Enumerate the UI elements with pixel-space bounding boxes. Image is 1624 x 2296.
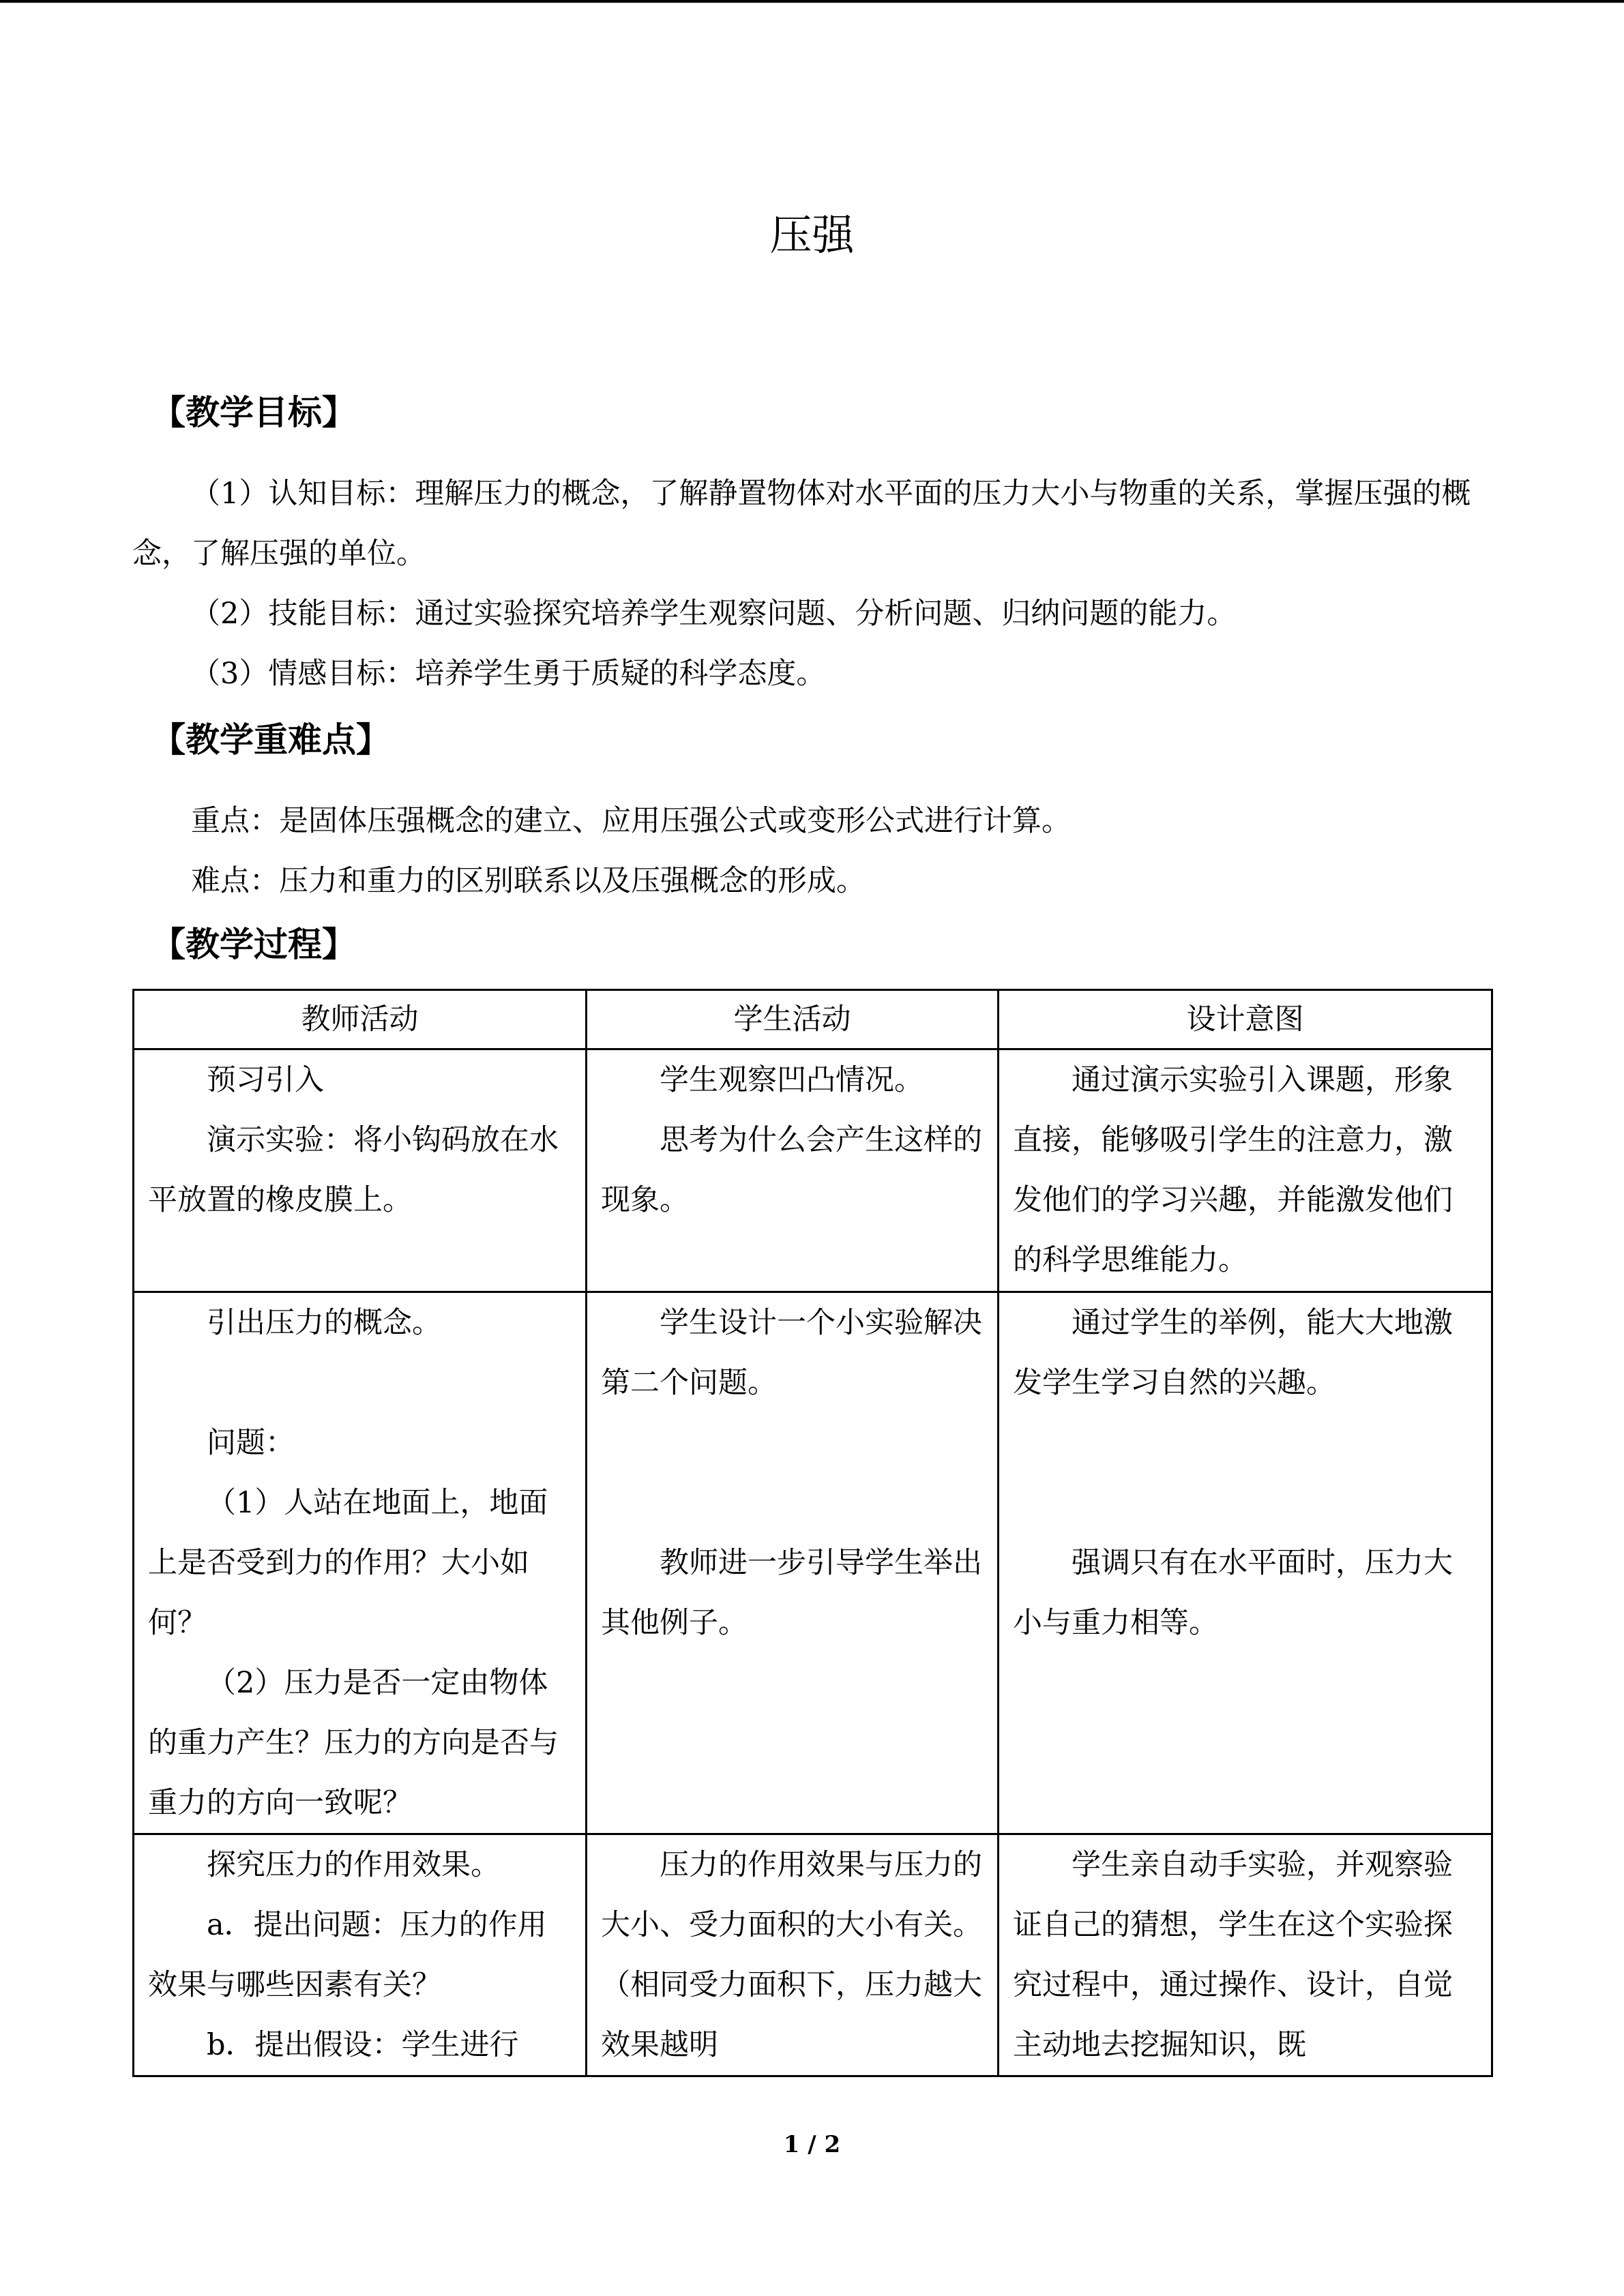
table-row	[134, 1049, 1492, 1292]
cell-text: 通过演示实验引入课题，形象直接，能够吸引学生的注意力，激发他们的学习兴趣，并能激发他们的科学思维能力。	[1013, 1063, 1453, 1277]
cell-text: 学生观察凹凸情况。	[660, 1063, 924, 1097]
intent-cell	[999, 1292, 1492, 1834]
table-header-row	[134, 990, 1492, 1049]
top-border-line	[0, 0, 1624, 3]
cell-text: 演示实验：将小钩码放在水平放置的橡皮膜上。	[148, 1123, 559, 1217]
cell-text: 通过学生的举例，能大大地激发学生学习自然的兴趣。	[1013, 1306, 1453, 1400]
cell-text: 预习引入	[207, 1063, 324, 1097]
cell-text: 压力的作用效果与压力的大小、受力面积的大小有关。（相同受力面积下，压力越大效果越明	[601, 1848, 982, 2062]
header-student: 学生活动	[587, 990, 999, 1049]
cell-text: b．提出假设：学生进行	[207, 2028, 519, 2062]
cell-text: （1）人站在地面上，地面上是否受到力的作用？大小如何？	[148, 1486, 548, 1640]
cell-text: 学生设计一个小实验解决第二个问题。	[601, 1306, 982, 1400]
teaching-process-table	[132, 989, 1493, 2077]
key-points-heading: 【教学重难点】	[151, 720, 390, 760]
goal-1: （1）认知目标：理解压力的概念，了解静置物体对水平面的压力大小与物重的关系，掌握压强的概念，了解压强的单位。	[132, 477, 1471, 571]
cell-text: 引出压力的概念。	[207, 1306, 441, 1340]
cell-text: 问题：	[207, 1426, 295, 1460]
goals-heading: 【教学目标】	[151, 393, 356, 432]
student-cell	[587, 1292, 999, 1834]
process-heading: 【教学过程】	[151, 925, 356, 964]
cell-text: 思考为什么会产生这样的现象。	[601, 1123, 982, 1217]
teacher-cell	[134, 1049, 587, 1292]
cell-text: 教师进一步引导学生举出其他例子。	[601, 1546, 982, 1640]
header-intent: 设计意图	[999, 990, 1492, 1049]
goal-3: （3）情感目标：培养学生勇于质疑的科学态度。	[191, 657, 826, 691]
student-cell	[587, 1834, 999, 2076]
cell-text: （2）压力是否一定由物体的重力产生？压力的方向是否与重力的方向一致呢？	[148, 1666, 559, 1820]
intent-cell	[999, 1049, 1492, 1292]
key-point: 重点：是固体压强概念的建立、应用压强公式或变形公式进行计算。	[191, 804, 1071, 838]
header-teacher: 教师活动	[134, 990, 587, 1049]
intent-cell	[999, 1834, 1492, 2076]
cell-text: 强调只有在水平面时，压力大小与重力相等。	[1013, 1546, 1453, 1640]
goal-2: （2）技能目标：通过实验探究培养学生观察问题、分析问题、归纳问题的能力。	[191, 597, 1237, 631]
teacher-cell	[134, 1834, 587, 2076]
cell-text: 探究压力的作用效果。	[207, 1848, 500, 1882]
table-row	[134, 1834, 1492, 2076]
difficult-point: 难点：压力和重力的区别联系以及压强概念的形成。	[191, 864, 866, 898]
teacher-cell	[134, 1292, 587, 1834]
cell-text: 学生亲自动手实验，并观察验证自己的猜想，学生在这个实验探究过程中，通过操作、设计，自觉主动地去挖掘知识，既	[1013, 1848, 1453, 2062]
table-row	[134, 1292, 1492, 1834]
page-title: 压强	[769, 210, 855, 260]
cell-text: a．提出问题：压力的作用效果与哪些因素有关？	[148, 1908, 547, 2002]
page-number: 1 / 2	[783, 2131, 841, 2158]
student-cell	[587, 1049, 999, 1292]
